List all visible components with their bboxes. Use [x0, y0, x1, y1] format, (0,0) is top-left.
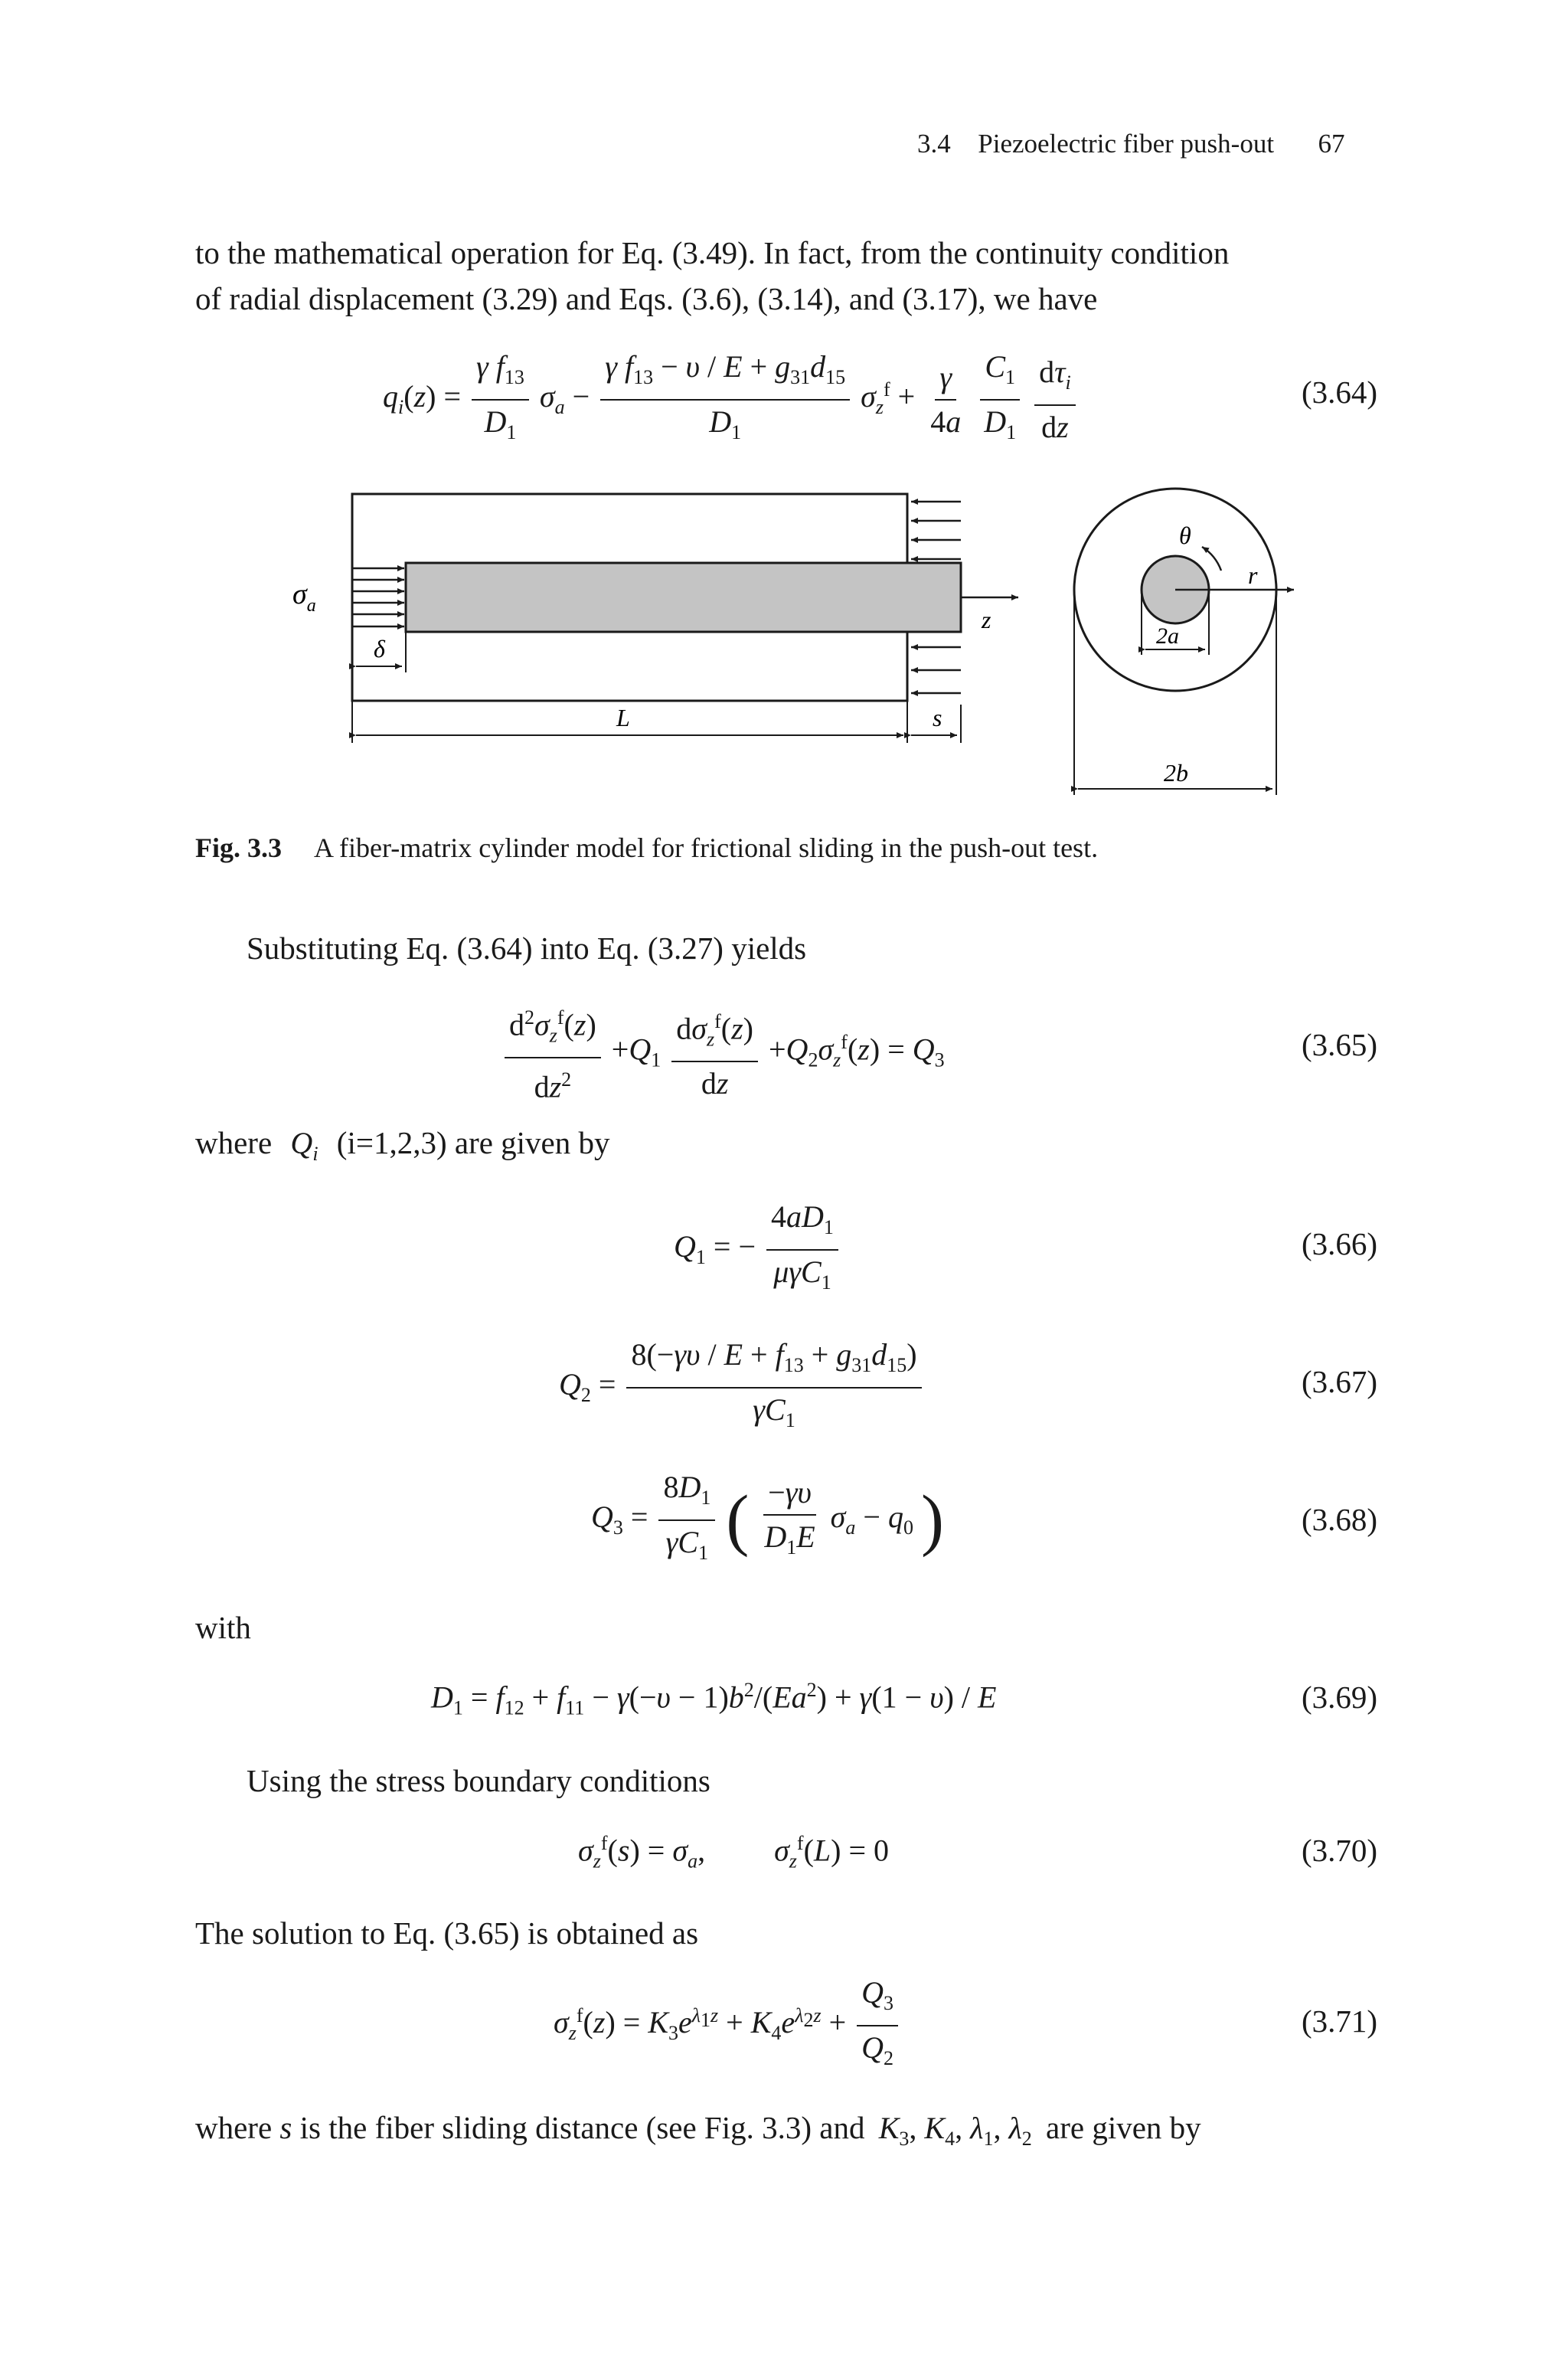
equation-3-67: $Q_2$ = $\frac{8(-\gamma\upsilon / E + f_{13} + g_{31}d_{15})}{\gamma C_1}$ [559, 1336, 925, 1439]
sigma-a-label: $\sigma_a$ [292, 578, 316, 616]
equation-number-3-66: (3.66) [1302, 1226, 1378, 1261]
paragraph-7: where s is the fiber sliding distance (see Fig. 3.3) and $K_3$, $K_4$, $\lambda_1$, $\lambda_2$ are given by [195, 2110, 1201, 2150]
paragraph-1-line-2: of radial displacement (3.29) and Eqs. (3.6), (3.14), and (3.17), we have [195, 281, 1098, 316]
theta-label: θ [1179, 522, 1191, 549]
paragraph-4: with [195, 1610, 251, 1645]
equation-number-3-70: (3.70) [1302, 1833, 1378, 1868]
paragraph-3-post: (i=1,2,3) are given by [336, 1125, 610, 1160]
paragraph-5: Using the stress boundary conditions [247, 1763, 710, 1798]
delta-label: δ [374, 635, 385, 662]
paragraph-7-s: s [279, 2110, 292, 2145]
equation-number-3-65: (3.65) [1302, 1027, 1378, 1062]
section-number: 3.4 [917, 129, 951, 159]
two-a-label: 2a [1156, 623, 1179, 649]
figure-caption-text: A fiber-matrix cylinder model for frictional sliding in the push-out test. [314, 832, 1099, 863]
equation-number-3-64: (3.64) [1302, 375, 1378, 410]
figure-fiber-matrix-model [283, 482, 1294, 804]
two-b-label: 2b [1164, 759, 1188, 787]
paragraph-2: Substituting Eq. (3.64) into Eq. (3.27) yields [247, 931, 807, 966]
L-label: L [616, 704, 630, 731]
paragraph-7-c: are given by [1046, 2110, 1201, 2145]
equation-3-66: $Q_1$ = − $\frac{4aD_1}{\mu\gamma C_1}$ [674, 1199, 841, 1301]
figure-label: Fig. 3.3 [195, 832, 282, 863]
equation-3-69: $D_1 = f_{12} + f_{11} - \gamma(-\upsilon - 1)b^2/(Ea^2) + \gamma(1 - \upsilon) / E$ [431, 1679, 997, 1719]
paragraph-1 [195, 230, 1397, 322]
paragraph-6: The solution to Eq. (3.65) is obtained as [195, 1915, 699, 1951]
equation-3-68: $Q_3$ = $\frac{8D_1}{\gamma C_1}$ ( $\frac{-\gamma\upsilon}{D_1E}$ $\sigma_a - q_0$ ) [591, 1470, 944, 1564]
paragraph-3: where $Q_i$ (i=1,2,3) are given by [195, 1125, 610, 1165]
equation-number-3-67: (3.67) [1302, 1364, 1378, 1399]
equation-number-3-68: (3.68) [1302, 1502, 1378, 1537]
equation-3-70: $\sigma_z^f(s) = \sigma_a$, $\sigma_z^f(L) = 0$ [578, 1832, 890, 1873]
paragraph-1-line-1: to the mathematical operation for Eq. (3.49). In fact, from the continuity condition [195, 235, 1230, 270]
paragraph-7-b: is the fiber sliding distance (see Fig. 3.3) and [299, 2110, 865, 2145]
s-label: s [933, 704, 942, 731]
applied-stress-arrows [352, 568, 404, 626]
running-header [917, 129, 1345, 159]
z-label: z [982, 606, 991, 633]
equation-3-64: $q_i(z)$ = $\frac{\gamma f_{13}}{D_1}$ $\sigma_a$ − $\frac{\gamma f_{13} - \upsilon / E + g_{31}d_{15}}{D_1}$ $\sigma_z^f$ + $\frac{\gamma}{4a}$ $\frac{C_1}{D_1}$ $\frac{d\tau_i}{dz}$ [383, 348, 1079, 451]
equation-number-3-71: (3.71) [1302, 2003, 1378, 2039]
r-label: r [1248, 561, 1258, 589]
section-title: Piezoelectric fiber push-out [978, 129, 1275, 159]
fiber [406, 563, 961, 632]
equation-3-65: $\frac{d^2\sigma_z^f(z)}{dz^2}$ $+Q_1$ $\frac{d\sigma_z^f(z)}{dz}$ $+Q_2\sigma_z^f(z) = Q_3$ [501, 999, 945, 1106]
theta-arc [1202, 547, 1221, 571]
paragraph-3-pre: where [195, 1125, 273, 1160]
figure-caption [195, 832, 1098, 864]
equation-3-71: $\sigma_z^f(z) = K_3e^{\lambda_1z} + K_4e^{\lambda_2z}$ + $\frac{Q_3}{Q_2}$ [554, 1974, 901, 2077]
equation-number-3-69: (3.69) [1302, 1680, 1378, 1715]
paragraph-7-a: where [195, 2110, 273, 2145]
page-number: 67 [1318, 129, 1345, 159]
